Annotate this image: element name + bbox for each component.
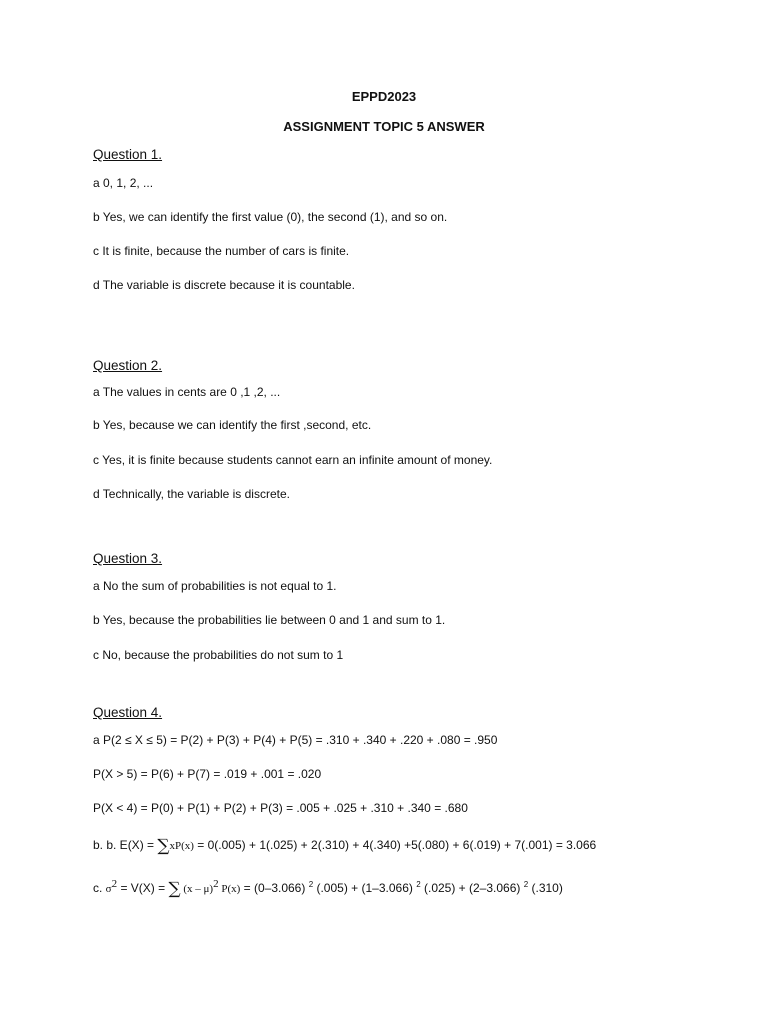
part-2-exponent: 2 [416,880,421,889]
question-2-heading: Question 2. [93,358,163,373]
document-subtitle: ASSIGNMENT TOPIC 5 ANSWER [283,119,485,134]
q4-answer-a-less: P(X < 4) = P(0) + P(1) + P(2) + P(3) = .005 + .025 + .310 + .340 = .680 [93,801,468,815]
q3-answer-c: c No, because the probabilities do not sum to 1 [93,648,344,662]
question-3-heading: Question 3. [93,551,163,566]
q3-answer-b: b Yes, because the probabilities lie between 0 and 1 and sum to 1. [93,613,446,627]
q2-answer-a: a The values in cents are 0 ,1 ,2, ... [93,385,281,399]
expectation-computation: = 0(.005) + 1(.025) + 2(.310) + 4(.340) +5(.080) + 6(.019) + 7(.001) = 3.066 [193,838,597,852]
q1-answer-a: a 0, 1, 2, ... [93,176,154,190]
variance-part-2: (.005) + (1–3.066) [313,881,417,895]
sigma-symbol: σ [105,883,112,895]
q4-answer-a-greater: P(X > 5) = P(6) + P(7) = .019 + .001 = .020 [93,767,322,781]
deviation-exponent: 2 [213,878,219,890]
expectation-term: xP(x) [169,840,194,852]
summation-symbol: ∑ [157,836,170,856]
q2-answer-b: b Yes, because we can identify the first ,second, etc. [93,418,372,432]
document-title: EPPD2023 [351,89,417,104]
q3-answer-a: a No the sum of probabilities is not equal to 1. [93,579,337,593]
question-1-heading: Question 1. [93,147,163,162]
q4-answer-a-range: a P(2 ≤ X ≤ 5) = P(2) + P(3) + P(4) + P(5) = .310 + .340 + .220 + .080 = .950 [93,733,498,747]
summation-symbol: ∑ [168,879,181,899]
part-1-exponent: 2 [308,880,314,889]
q1-answer-b: b Yes, we can identify the first value (0), the second (1), and so on. [93,210,448,224]
q1-answer-d: d The variable is discrete because it is countable. [93,278,355,292]
variance-part-1: = (0–3.066) [240,881,309,895]
q4-answer-c-variance [93,878,563,899]
part-3-exponent: 2 [523,880,529,889]
q4-answer-b-expectation [93,836,596,856]
variance-part-3: (.025) + (2–3.066) [420,881,524,895]
q2-answer-c: c Yes, it is finite because students cannot earn an infinite amount of money. [93,453,493,467]
q1-answer-c: c It is finite, because the number of cars is finite. [93,244,350,258]
question-4-heading: Question 4. [93,705,163,720]
expectation-label: b. b. E(X) = [93,838,158,852]
variance-equals: = V(X) = [117,881,169,895]
q2-answer-d: d Technically, the variable is discrete. [93,487,290,501]
sigma-exponent: 2 [111,878,118,890]
variance-term-probability: P(x) [218,883,241,895]
variance-label: c. [93,881,106,895]
variance-part-4: (.310) [528,881,563,895]
variance-term-deviation: (x – μ) [180,883,214,895]
